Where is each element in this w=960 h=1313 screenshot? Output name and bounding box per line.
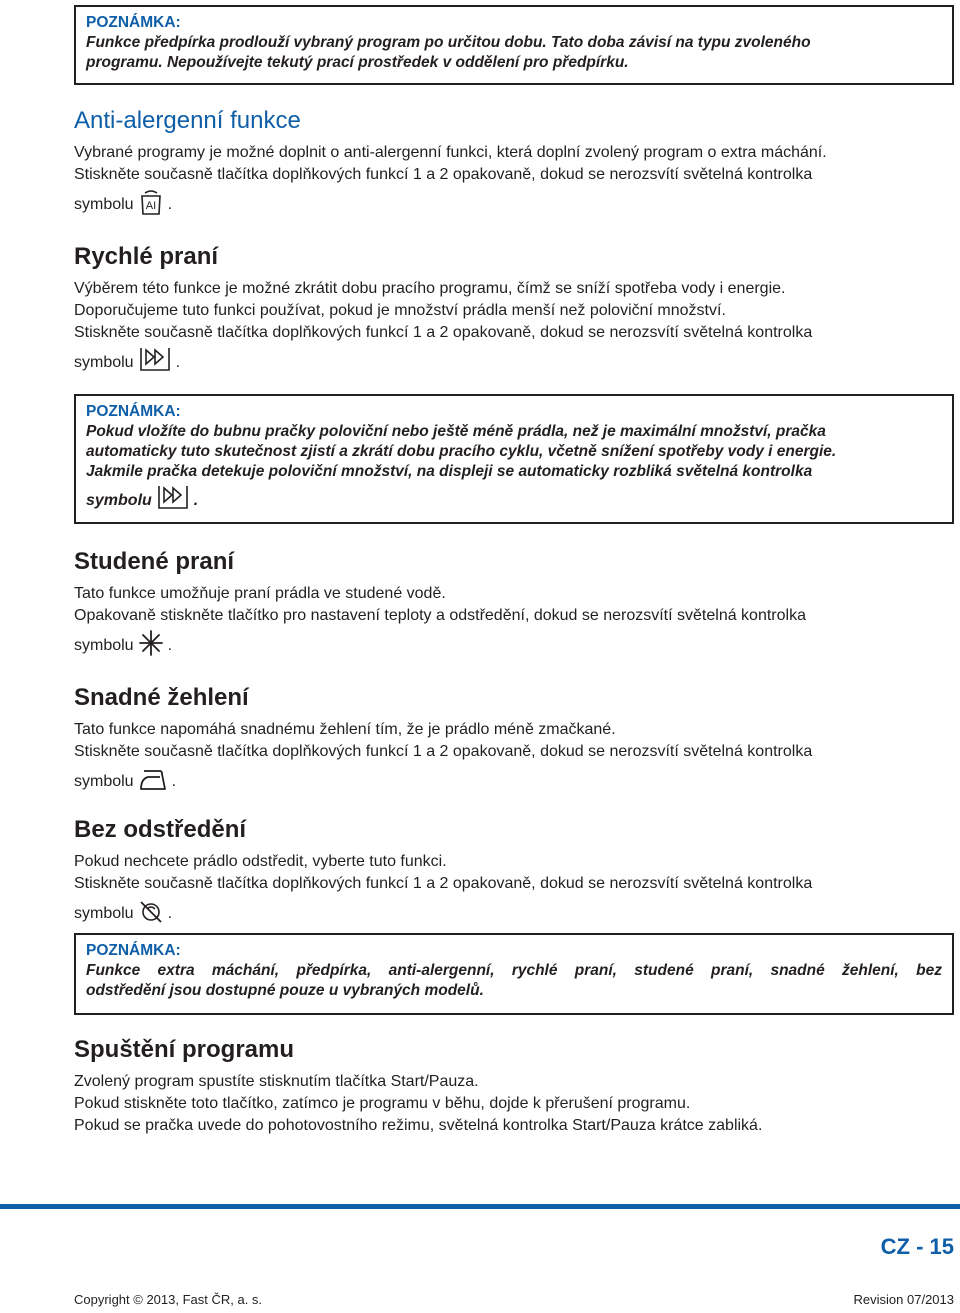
period: .	[167, 637, 173, 654]
paragraph: Stiskněte současně tlačítka doplňkových funkcí 1 a 2 opakovaně, dokud se nerozsvítí světelná kontrolka	[74, 324, 813, 341]
paragraph: Stiskněte současně tlačítka doplňkových funkcí 1 a 2 opakovaně, dokud se nerozsvítí světelná kontrolka	[74, 166, 813, 183]
svg-text:AI: AI	[145, 200, 156, 212]
note-body	[86, 961, 942, 1001]
note-line: Jakmile pračka detekuje poloviční množství, na displeji se automaticky rozbliká světelná kontrolka	[86, 463, 813, 480]
symbol-line	[74, 763, 176, 793]
section-quick-wash	[74, 242, 954, 374]
section-title: Bez odstředění	[74, 816, 247, 843]
paragraph: Opakovaně stiskněte tlačítko pro nastavení teploty a odstředění, dokud se nerozsvítí světelná kontrolka	[74, 607, 806, 624]
section-easy-iron	[74, 683, 954, 793]
paragraph: Stiskněte současně tlačítka doplňkových funkcí 1 a 2 opakovaně, dokud se nerozsvítí světelná kontrolka	[74, 743, 813, 760]
page-number: CZ - 15	[880, 1234, 954, 1259]
note-line: Funkce extra máchání, předpírka, anti-alergenní, rychlé praní, studené praní, snadné žehlení, bez	[86, 962, 942, 979]
symbol-line	[86, 482, 198, 512]
symbol-line	[74, 627, 172, 657]
quick-wash-icon	[156, 482, 190, 512]
paragraph: Pokud se pračka uvede do pohotovostního režimu, světelná kontrolka Start/Pauza krátce zabliká.	[74, 1117, 763, 1134]
section-title: Studené praní	[74, 548, 235, 575]
paragraph: Pokud nechcete prádlo odstředit, vyberte tuto funkci.	[74, 853, 447, 870]
period: .	[171, 773, 177, 790]
note-title: POZNÁMKA:	[86, 14, 181, 31]
paragraph: Pokud stiskněte toto tlačítko, zatímco je programu v běhu, dojde k přerušení programu.	[74, 1095, 691, 1112]
note-body	[86, 422, 942, 512]
symbol-line	[74, 344, 180, 374]
section-title: Rychlé praní	[74, 243, 219, 270]
section-title: Spuštění programu	[74, 1036, 295, 1063]
paragraph: Vybrané programy je možné doplnit o anti-alergenní funkci, která doplní zvolený program o extra máchání.	[74, 144, 827, 161]
paragraph: Doporučujeme tuto funkci používat, pokud je množství prádla menší než poloviční množství.	[74, 302, 726, 319]
no-spin-icon	[138, 899, 164, 925]
note-line: programu. Nepoužívejte tekutý prací prostředek v oddělení pro předpírku.	[86, 54, 629, 71]
section-title: Anti-alergenní funkce	[74, 107, 301, 134]
period: .	[167, 196, 173, 213]
note-body	[86, 33, 942, 73]
section-anti-allergy	[74, 106, 954, 216]
paragraph: Stiskněte současně tlačítka doplňkových funkcí 1 a 2 opakovaně, dokud se nerozsvítí světelná kontrolka	[74, 875, 813, 892]
symbol-label: symbolu	[74, 354, 134, 371]
note-line: Pokud vložíte do bubnu pračky poloviční nebo ještě méně prádla, než je maximální množství, pračka	[86, 423, 826, 440]
paragraph: Zvolený program spustíte stisknutím tlačítka Start/Pauza.	[74, 1073, 479, 1090]
note-line: automaticky tuto skutečnost zjistí a zkrátí dobu pracího cyklu, včetně snížení spotřeby vody i energie.	[86, 443, 837, 460]
iron-icon	[138, 767, 168, 793]
note-box-availability	[74, 933, 954, 1015]
symbol-label: symbolu	[86, 492, 152, 509]
paragraph: Tato funkce umožňuje praní prádla ve studené vodě.	[74, 585, 446, 602]
note-box-prewash	[74, 5, 954, 85]
symbol-line	[74, 186, 172, 216]
symbol-label: symbolu	[74, 905, 134, 922]
period: .	[193, 492, 199, 509]
note-line: Funkce předpírka prodlouží vybraný program po určitou dobu. Tato doba závisí na typu zvoleného	[86, 34, 811, 51]
copyright: Copyright © 2013, Fast ČR, a. s.	[74, 1292, 263, 1307]
symbol-label: symbolu	[74, 196, 134, 213]
note-title: POZNÁMKA:	[86, 942, 181, 959]
paragraph: Výběrem této funkce je možné zkrátit dobu pracího programu, čímž se sníží spotřeba vody i energie.	[74, 280, 786, 297]
section-cold-wash	[74, 547, 954, 657]
section-no-spin	[74, 815, 954, 925]
note-line: odstředění jsou dostupné pouze u vybraných modelů.	[86, 982, 484, 999]
section-title: Snadné žehlení	[74, 684, 249, 711]
symbol-line	[74, 895, 172, 925]
cold-snowflake-icon	[138, 629, 164, 657]
revision: Revision 07/2013	[853, 1292, 954, 1307]
period: .	[167, 905, 173, 922]
note-box-half-load	[74, 394, 954, 524]
period: .	[175, 354, 181, 371]
quick-wash-icon	[138, 344, 172, 374]
footer-rule	[0, 1204, 960, 1209]
section-start-program	[74, 1035, 954, 1137]
symbol-label: symbolu	[74, 773, 134, 790]
note-title: POZNÁMKA:	[86, 403, 181, 420]
anti-allergy-icon	[138, 188, 164, 216]
paragraph: Tato funkce napomáhá snadnému žehlení tím, že je prádlo méně zmačkané.	[74, 721, 616, 738]
symbol-label: symbolu	[74, 637, 134, 654]
